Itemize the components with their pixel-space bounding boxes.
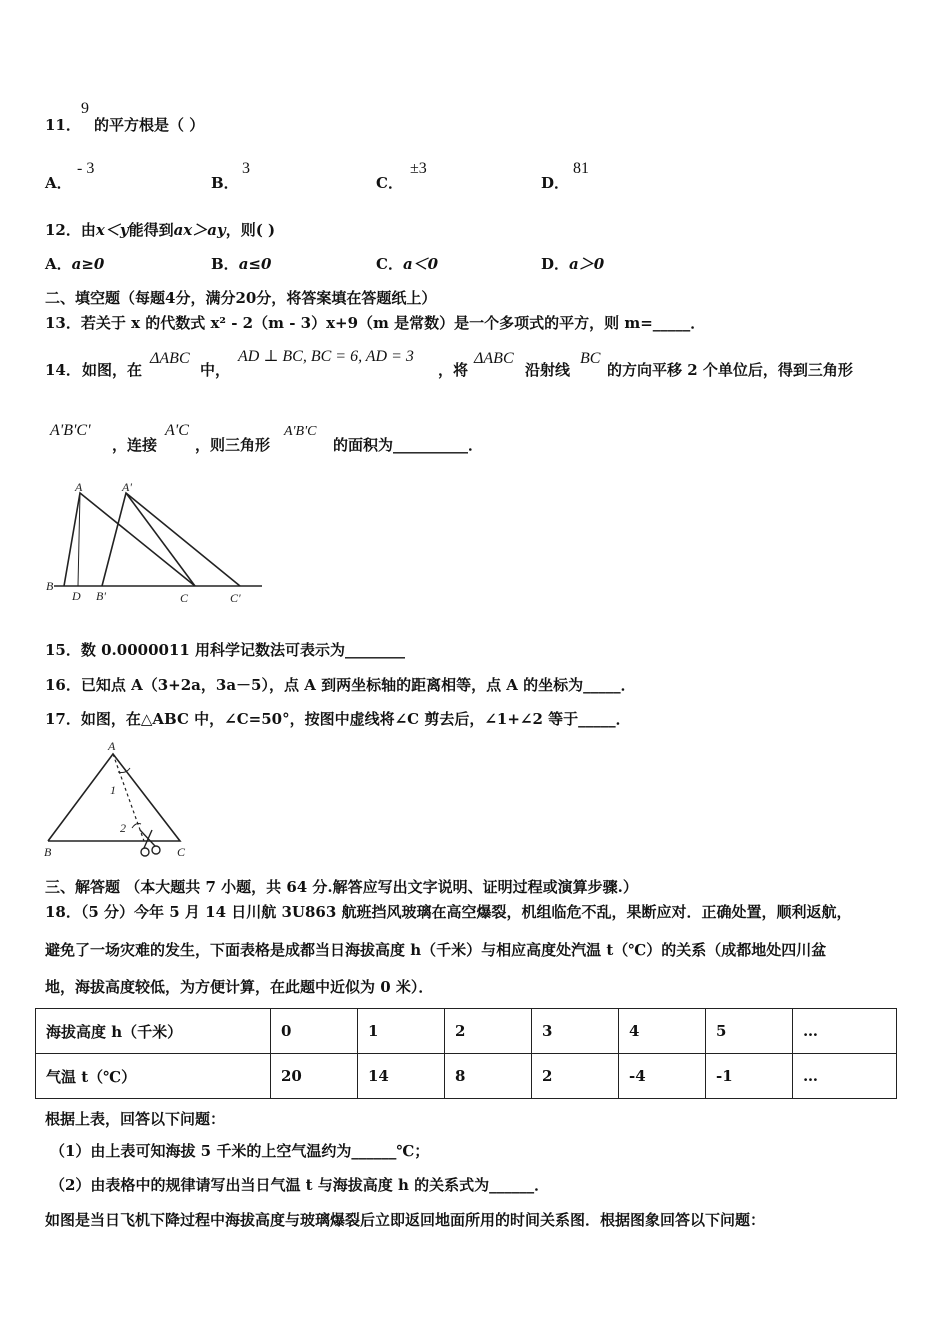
q14-text-7: ，则三角形 — [195, 436, 271, 454]
table-cell: … — [793, 1009, 897, 1054]
q16-text: 16．已知点 A（3+2a，3a－5），点 A 到两坐标轴的距离相等，点 A 的坐标为_____． — [45, 676, 636, 694]
q14-text-4: 沿射线 — [525, 361, 571, 379]
label-b: B — [44, 845, 52, 859]
q18-after-table: 根据上表，回答以下问题： — [45, 1110, 226, 1128]
q11-option-d-value: 81 — [573, 160, 589, 177]
label-c-prime: C' — [230, 591, 241, 605]
q17-triangle-figure — [40, 738, 200, 863]
q14-math-condition: AD ⊥ BC, BC = 6, AD = 3 — [238, 348, 414, 365]
section-3-heading: 三、解答题 （本大题共 7 小题，共 64 分.解答应写出文字说明、证明过程或演算步骤.） — [45, 878, 638, 896]
q12-condition: x＜y — [95, 221, 129, 239]
label-c: C — [177, 845, 186, 859]
q14-text-1: 如图，在 — [82, 361, 143, 379]
label-2: 2 — [120, 821, 126, 835]
q18-sub-question-1: （1）由上表可知海拔 5 千米的上空气温约为______℃； — [50, 1142, 430, 1160]
table-cell: 14 — [358, 1054, 445, 1099]
table-cell: 5 — [706, 1009, 793, 1054]
q12-result: ax＞ay — [173, 221, 226, 239]
q11-expression: 9 — [81, 100, 89, 117]
table-cell: 1 — [358, 1009, 445, 1054]
q14-text-5: 的方向平移 2 个单位后，得到三角形 — [607, 361, 853, 379]
q11-option-b-label: B． — [211, 174, 239, 192]
table-cell: 0 — [271, 1009, 358, 1054]
triangle-a2b2c2 — [102, 493, 240, 586]
table-cell: 2 — [532, 1054, 619, 1099]
label-1: 1 — [110, 783, 116, 797]
label-c: C — [180, 591, 189, 605]
q14-math-a2b2c: A'B'C — [284, 424, 317, 439]
q14-text-6: ，连接 — [112, 436, 158, 454]
table-cell: 3 — [532, 1009, 619, 1054]
q12-prefix: 由 — [80, 221, 96, 239]
label-a-prime: A' — [122, 480, 132, 494]
q14-math-a2c: A'C — [165, 422, 189, 439]
q11-option-a-label: A． — [45, 174, 72, 192]
q18-line-2: 避免了一场灾难的发生，下面表格是成都当日海拔高度 h（千米）与相应高度处汽温 t（℃）的关系（成都地处四川盆 — [45, 941, 827, 959]
q11-option-d-label: D． — [541, 174, 570, 192]
q12-option-a: A．a≥0 — [45, 255, 105, 273]
q11-option-c-label: C． — [376, 174, 403, 192]
q11-option-c-value: ±3 — [410, 160, 427, 177]
q14-math-triangle-abc: ΔABC — [150, 350, 190, 367]
scissors-icon — [140, 830, 160, 856]
label-b: B — [46, 579, 54, 593]
table-cell: 4 — [619, 1009, 706, 1054]
q18-line-1: 18．（5 分）今年 5 月 14 日川航 3U863 航班挡风玻璃在高空爆裂，机组临危不乱，果断应对．正确处置，顺利返航， — [45, 903, 852, 921]
q14-number: 14． — [45, 361, 81, 379]
q17-text: 17．如图，在△ABC 中，∠C=50°，按图中虚线将∠C 剪去后，∠1+∠2 等于_____． — [45, 710, 631, 728]
q12-middle: 能得到 — [128, 221, 174, 239]
table-cell: 20 — [271, 1054, 358, 1099]
label-b-prime: B' — [96, 589, 106, 603]
q13-text: 13．若关于 x 的代数式 x² - 2（m - 3）x+9（m 是常数）是一个多项式的平方，则 m=_____． — [45, 314, 706, 332]
table-row-temperature — [36, 1054, 897, 1099]
table-cell: … — [793, 1054, 897, 1099]
q11-option-a-value: - 3 — [77, 160, 95, 177]
q14-text-3: ，将 — [438, 361, 469, 379]
label-d: D — [72, 589, 81, 603]
q18-graph-intro: 如图是当日飞机下降过程中海拔高度与玻璃爆裂后立即返回地面所用的时间关系图．根据图象回答以下问题： — [45, 1211, 766, 1229]
q12-option-d: D．a＞0 — [541, 255, 605, 273]
q12-suffix: ，则( ) — [225, 221, 276, 239]
section-2-heading: 二、填空题（每题4分，满分20分，将答案填在答题纸上） — [45, 289, 437, 307]
q14-math-a2b2c2: A'B'C' — [50, 422, 91, 439]
table-cell: -4 — [619, 1054, 706, 1099]
q14-text-2: 中， — [200, 361, 231, 379]
q11-option-b-value: 3 — [242, 160, 250, 177]
q15-text: 15．数 0.0000011 用科学记数法可表示为________ — [45, 641, 406, 659]
label-a: A — [108, 739, 116, 753]
altitude-temperature-table — [35, 1008, 897, 1099]
q12-number: 12． — [45, 221, 81, 239]
cut-line — [113, 754, 144, 841]
q14-math-bc: BC — [580, 350, 601, 367]
table-header-altitude: 海拔高度 h（千米） — [36, 1009, 271, 1054]
table-cell: 2 — [445, 1009, 532, 1054]
q14-text-8: 的面积为__________． — [333, 436, 484, 454]
table-cell: 8 — [445, 1054, 532, 1099]
triangle-abc — [64, 493, 195, 586]
q11-text: 的平方根是（ ） — [94, 116, 205, 134]
table-header-temperature: 气温 t（℃） — [36, 1054, 271, 1099]
table-row-altitude — [36, 1009, 897, 1054]
q12-question — [45, 220, 275, 240]
table-cell: -1 — [706, 1054, 793, 1099]
q12-option-b: B．a≤0 — [211, 255, 272, 273]
q18-sub-question-2: （2）由表格中的规律请写出当日气温 t 与海拔高度 h 的关系式为______． — [50, 1176, 550, 1194]
triangle-abc — [48, 754, 180, 841]
q14-translation-figure — [40, 478, 270, 608]
label-a: A — [75, 480, 83, 494]
q14-math-triangle-abc-2: ΔABC — [474, 350, 514, 367]
q11-number: 11． — [45, 116, 81, 134]
q12-option-c: C．a＜0 — [376, 255, 439, 273]
q18-line-3: 地，海拔高度较低，为方便计算，在此题中近似为 0 米）． — [45, 978, 434, 996]
